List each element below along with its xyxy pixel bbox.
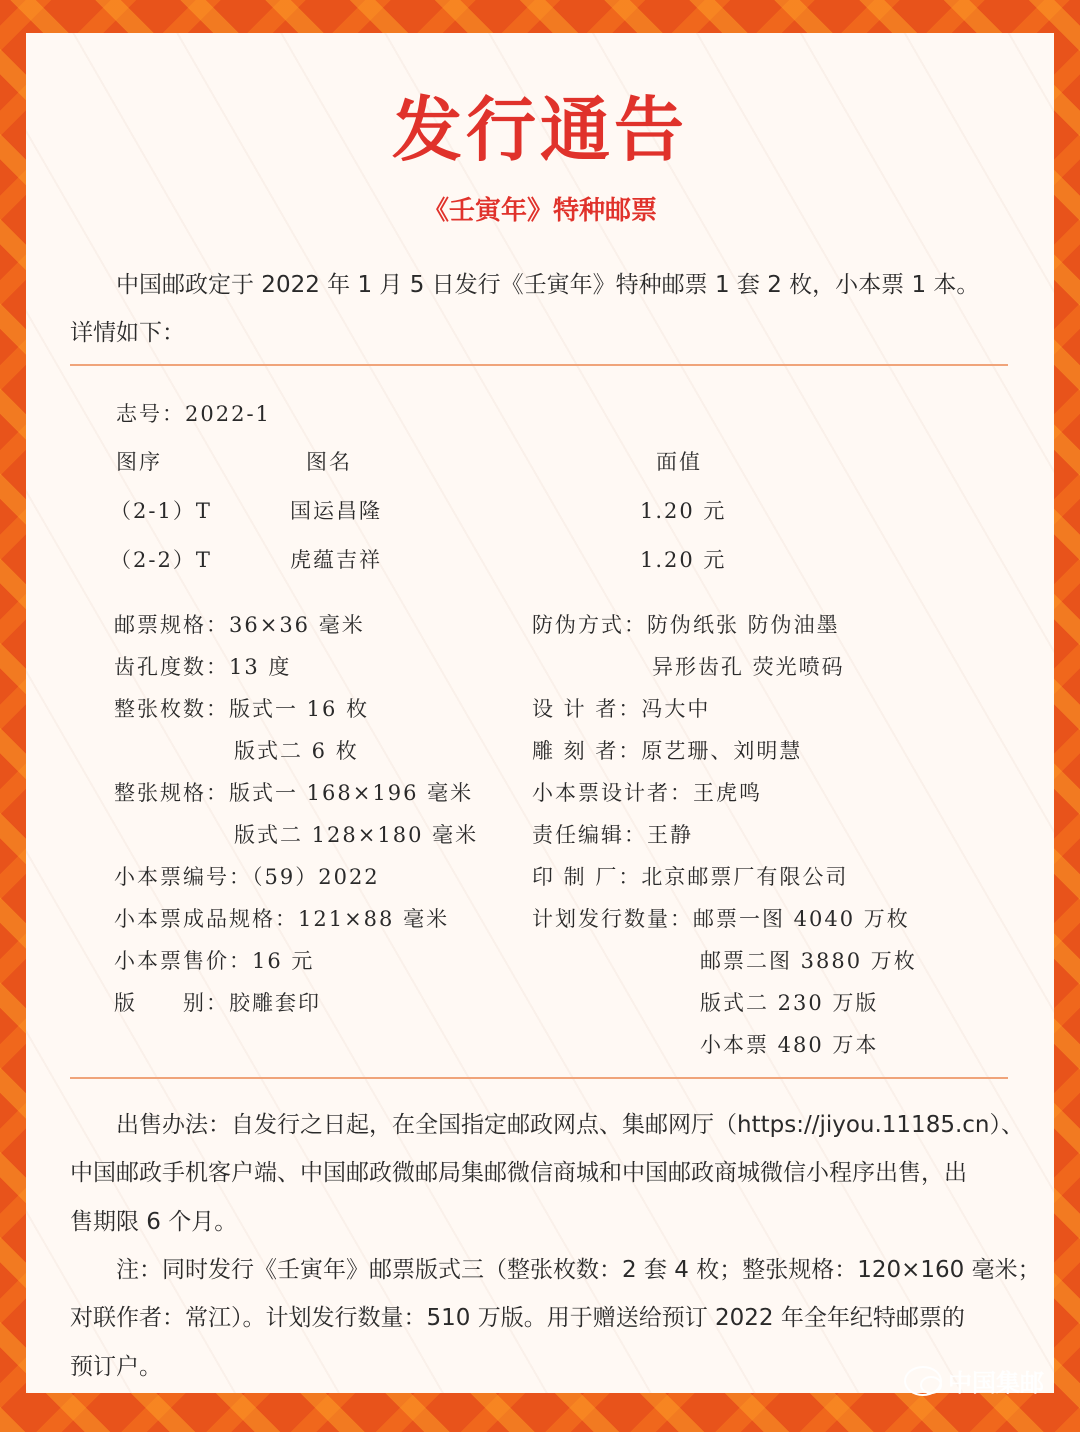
detail-perforation: 齿孔度数：13 度 xyxy=(114,655,292,679)
detail-engraver: 雕 刻 者：原艺珊、刘明慧 xyxy=(532,739,803,763)
stamp-number: 志号：2022-1 xyxy=(116,402,271,426)
row-1-value: 1.20 元 xyxy=(640,499,727,523)
note-line-2: 对联作者：常江）。计划发行数量：510 万版。用于赠送给预订 2022 年全年纪特邮票的 xyxy=(70,1305,965,1331)
note-line-3: 预订户。 xyxy=(70,1354,162,1380)
row-2-seq: （2-2）T xyxy=(110,548,212,572)
detail-anti-counterfeit-2: 异形齿孔 荧光喷码 xyxy=(652,655,845,679)
watermark-text: 中国集邮 xyxy=(948,1369,1044,1397)
header-seq: 图序 xyxy=(116,450,162,474)
watermark xyxy=(904,1363,1044,1398)
divider-top xyxy=(70,364,1008,366)
detail-sheet-size-2: 版式二 128×180 毫米 xyxy=(234,823,479,847)
detail-anti-counterfeit-1: 防伪方式：防伪纸张 防伪油墨 xyxy=(532,613,840,637)
intro-line-1: 中国邮政定于 2022 年 1 月 5 日发行《壬寅年》特种邮票 1 套 2 枚，小本票 1 本。 xyxy=(116,272,980,298)
detail-booklet-designer: 小本票设计者：王虎鸣 xyxy=(532,781,762,805)
sale-line-2: 中国邮政手机客户端、中国邮政微邮局集邮微信商城和中国邮政商城微信小程序出售，出 xyxy=(70,1160,967,1186)
detail-sheet-size-1: 整张规格：版式一 168×196 毫米 xyxy=(114,781,474,805)
detail-stamp-size: 邮票规格：36×36 毫米 xyxy=(114,613,365,637)
row-2-value: 1.20 元 xyxy=(640,548,727,572)
detail-booklet-number: 小本票编号：（59）2022 xyxy=(114,865,380,889)
row-2-name: 虎蕴吉祥 xyxy=(290,548,382,572)
row-1-seq: （2-1）T xyxy=(110,499,212,523)
wechat-icon xyxy=(904,1366,942,1396)
sale-line-1: 出售办法：自发行之日起，在全国指定邮政网点、集邮网厅（https://jiyou.11185.cn）、 xyxy=(116,1112,1024,1138)
note-line-1: 注：同时发行《壬寅年》邮票版式三（整张枚数：2 套 4 枚；整张规格：120×160 毫米； xyxy=(116,1257,1041,1283)
detail-sheet-count-1: 整张枚数：版式一 16 枚 xyxy=(114,697,370,721)
page-subtitle: 《壬寅年》特种邮票 xyxy=(422,196,657,226)
detail-print-method: 版 别：胶雕套印 xyxy=(114,991,321,1015)
divider-bottom xyxy=(70,1077,1008,1079)
detail-editor: 责任编辑：王静 xyxy=(532,823,693,847)
intro-line-2: 详情如下： xyxy=(70,320,185,346)
detail-booklet-price: 小本票售价：16 元 xyxy=(114,949,315,973)
detail-designer: 设 计 者：冯大中 xyxy=(532,697,711,721)
page-title: 发行通告 xyxy=(392,89,688,171)
detail-quantity-2: 邮票二图 3880 万枚 xyxy=(700,949,917,973)
detail-booklet-size: 小本票成品规格：121×88 毫米 xyxy=(114,907,450,931)
detail-sheet-count-2: 版式二 6 枚 xyxy=(234,739,359,763)
sale-line-3: 售期限 6 个月。 xyxy=(70,1209,238,1235)
detail-quantity-3: 版式二 230 万版 xyxy=(700,991,879,1015)
header-name: 图名 xyxy=(306,450,352,474)
detail-printer: 印 制 厂：北京邮票厂有限公司 xyxy=(532,865,849,889)
detail-quantity-4: 小本票 480 万本 xyxy=(700,1033,879,1057)
row-1-name: 国运昌隆 xyxy=(290,499,382,523)
header-value: 面值 xyxy=(656,450,702,474)
detail-quantity-1: 计划发行数量：邮票一图 4040 万枚 xyxy=(532,907,910,931)
